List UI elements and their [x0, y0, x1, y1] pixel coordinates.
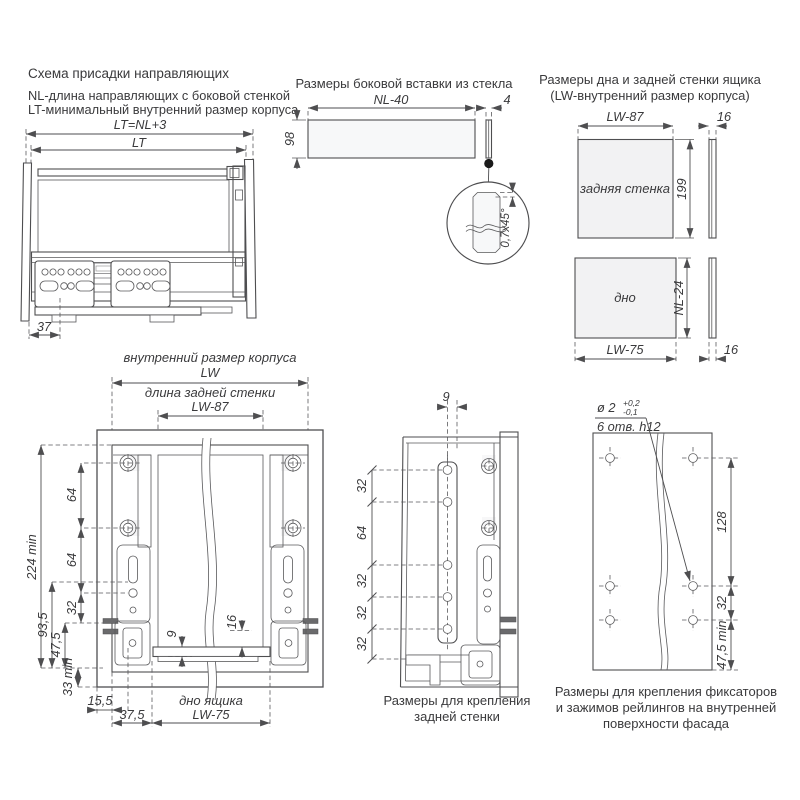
dim-nl40: NL-40 — [373, 92, 409, 107]
cabinet-side-wall-right — [245, 160, 257, 319]
facade-caption-2: и зажимов рейлингов на внутренней — [555, 700, 777, 715]
dim-lt-formula: LT=NL+3 — [113, 117, 167, 132]
drawer-back-member — [233, 166, 245, 297]
back-wall-label: задняя стенка — [579, 181, 671, 196]
dim-93-5: 93,5 — [35, 612, 50, 638]
detail-marker-dot — [484, 159, 493, 168]
dim-s32a: 32 — [354, 478, 369, 494]
facade-caption-1: Размеры для крепления фиксаторов — [554, 684, 778, 699]
cabinet-wall-section — [500, 432, 518, 697]
dim-lt: LT — [132, 135, 146, 150]
dim-lw87-mid: LW-87 — [191, 399, 229, 414]
bottom-panel-label: дно — [614, 290, 636, 305]
glass-insert-view — [282, 76, 513, 182]
facade-caption-3: поверхности фасада — [602, 716, 730, 731]
rear-caption-2: задней стенки — [414, 709, 500, 724]
rear-caption-1: Размеры для крепления — [383, 693, 531, 708]
dim-37-5: 37,5 — [119, 707, 145, 722]
dim-chamfer: 0,7x45° — [500, 208, 512, 248]
hole-count-note: 6 отв. h12 — [597, 419, 661, 434]
dim-128: 128 — [714, 511, 729, 533]
dim-47-5min: 47,5 min — [714, 620, 729, 670]
back-len-caption: длина задней стенки — [144, 385, 276, 400]
back-and-bottom-panels-view — [539, 72, 761, 362]
facade-mount-view — [555, 398, 777, 731]
drawer-side-view — [21, 117, 256, 339]
dim-lw75: LW-75 — [606, 342, 644, 357]
dim-lw: LW — [200, 365, 220, 380]
gallery-rail — [38, 169, 236, 176]
glass-detail-circle — [447, 182, 529, 264]
panels-title-2: (LW-внутренний размер корпуса) — [550, 88, 750, 103]
mount-plate-front — [35, 261, 94, 307]
panels-title-1: Размеры дна и задней стенки ящика — [539, 72, 761, 87]
dim-4: 4 — [503, 92, 511, 107]
mount-plate-rear — [111, 261, 170, 307]
dim-37: 37 — [36, 319, 52, 334]
note-nl: NL-длина направляющих с боковой стенкой — [28, 88, 290, 103]
dim-15-5: 15,5 — [87, 693, 113, 708]
facade-panel — [593, 433, 712, 670]
glass-title: Размеры боковой вставки из стекла — [295, 76, 513, 91]
dim-64a: 64 — [64, 487, 79, 503]
top-left-notes — [28, 66, 299, 117]
dim-s32c: 32 — [354, 605, 369, 621]
dim-98: 98 — [282, 131, 297, 147]
lw-caption: внутренний размер корпуса — [123, 350, 297, 365]
dim-s32d: 32 — [354, 636, 369, 652]
dim-lw75-bottom: LW-75 — [192, 707, 230, 722]
back-wall-edge-view — [709, 140, 716, 239]
dim-16: 16 — [224, 614, 239, 630]
cabinet-side-wall-left — [21, 163, 32, 321]
hole-diameter: ø 2 — [597, 400, 616, 415]
dim-lw87-top: LW-87 — [606, 109, 644, 124]
dim-nl24: NL-24 — [671, 280, 686, 316]
dim-47-5: 47,5 — [48, 632, 63, 658]
dim-16-top: 16 — [716, 109, 732, 124]
dim-32: 32 — [64, 600, 79, 616]
dim-224min: 224 min — [24, 534, 39, 580]
hole-tol-plus: +0,2 — [623, 398, 640, 408]
scheme-title: Схема присадки направляющих — [28, 66, 229, 81]
bottom-panel-edge-view — [709, 258, 716, 338]
dim-s64: 64 — [354, 525, 369, 541]
note-lt: LT-минимальный внутренний размер корпуса — [28, 102, 299, 117]
dim-32-facade: 32 — [714, 595, 729, 611]
hole-spec-label — [595, 398, 690, 581]
dim-64b: 64 — [64, 552, 79, 568]
dim-9: 9 — [164, 630, 179, 638]
glass-section — [473, 193, 500, 253]
dim-9-top: 9 — [442, 389, 450, 404]
dim-33min: 33 min — [60, 657, 75, 697]
facade-holes — [599, 447, 704, 631]
drawer-bottom-panel — [153, 647, 270, 657]
bottom-caption: дно ящика — [179, 693, 243, 708]
cabinet-front-view — [24, 350, 323, 727]
hole-tol-minus: -0,1 — [623, 407, 638, 417]
dim-16-bottom: 16 — [723, 342, 739, 357]
glass-panel — [308, 120, 475, 158]
back-wall-mount-view — [354, 389, 530, 724]
dim-s32b: 32 — [354, 573, 369, 589]
dim-199: 199 — [674, 178, 689, 200]
